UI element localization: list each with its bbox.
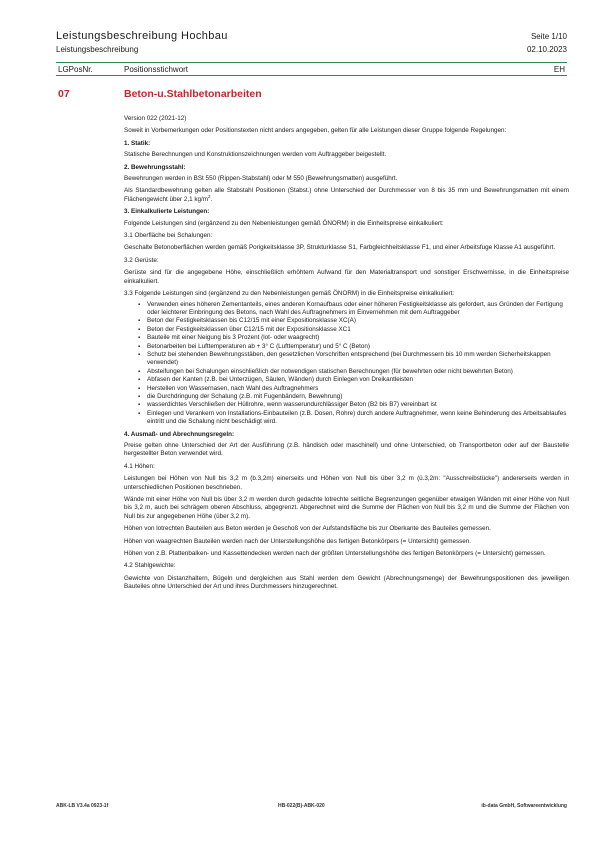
column-header-bar [56, 62, 567, 76]
section-number: 07 [58, 88, 70, 100]
footer-right: ib-data GmbH, Softwareentwicklung [481, 803, 567, 809]
paragraph-hoehen-a: Leistungen bei Höhen von Null bis 3,2 m (b.3,2m) einerseits und Höhen von Null bis über 3,2 m (ü.3,2m: "Ausschreibstücke") andererseits werden in unterschiedlichen Positionen beschrieben. [124, 475, 569, 491]
heading-hoehen: 4.1 Höhen: [124, 462, 155, 470]
paragraph-stahlgewichte: Gewichte von Distanzhaltern, Bügeln und dergleichen aus Stahl werden dem Gewicht (Abrechnungsmenge) der Bewehrungspositionen des jeweiligen Bauteiles ohne Unterschied der Art und ihres Durchmessers hinzugerechnet. [124, 574, 569, 591]
heading-stahlgewichte: 4.2 Stahlgewichte: [124, 562, 176, 570]
paragraph-statik: Statische Berechnungen und Konstruktionszeichnungen werden vom Auftraggeber beigestellt. [124, 151, 387, 159]
list-item: ▪ Betonarbeiten bei Lufttemperaturen ab + 3° C (Lufttemperatur) und 5° C (Beton) [138, 343, 569, 351]
bewehrung-b-text: Als Standardbewehrung gelten alle Stabstahl Positionen (Stabst.) ohne Unterschied der Durchmesser von 8 bis 35 mm und Bewehrungsmatten mit einem Flächengewicht über 2,1 kg/m [124, 187, 569, 203]
version-line: Version 022 (2021-12) [124, 115, 187, 122]
content [124, 115, 569, 596]
intro-paragraph: Soweit in Vorbemerkungen oder Positionstexten nicht anders angegeben, gelten für alle Leistungen dieser Gruppe folgende Regelungen: [124, 127, 507, 135]
column-lgpos: LGPosNr. [58, 65, 93, 74]
page-number: Seite 1/10 [530, 32, 567, 41]
heading-einkalkulierte-leistungen: 3. Einkalkulierte Leistungen: [124, 208, 210, 216]
bullet-list [138, 301, 569, 427]
column-text: Positionsstichwort [124, 65, 189, 74]
bewehrung-b-sup: 2 [208, 193, 211, 199]
paragraph-hoehen-c: Höhen von lotrechten Bauteilen aus Beton werden je Geschoß von der Aufstandsfläche bis zur Oberkante des Bauteiles gemessen. [124, 525, 491, 533]
footer-left: ABK-LB V3.4a 0923-1f [56, 803, 109, 809]
footer-center: HB-022(B)-ABK-020 [278, 803, 325, 809]
list-item: ▪ Einlegen und Verankern von Installations-Einbauteilen (z.B. Dosen, Rohre) durch andere Auftragnehmer, wenn keine Behinderung des Arbeitsablaufes eintritt und die Schalung nicht beschädigt wird. [138, 410, 569, 427]
heading-gerueste: 3.2 Gerüste: [124, 256, 159, 264]
list-item: ▪ Bauteile mit einer Neigung bis 3 Prozent (lot- oder waagrecht) [138, 334, 569, 342]
paragraph-hoehen-e: Höhen von z.B. Plattenbalken- und Kassettendecken werden nach der größten Unterstellungshöhe des fertigen Betonkörpers (= Untersicht) gemessen. [124, 550, 546, 558]
paragraph-einkalkuliert: Folgende Leistungen sind (ergänzend zu den Nebenleistungen gemäß ÖNORM) in die Einheitspreise einkalkuliert: [124, 219, 444, 227]
header-date: 02.10.2023 [526, 45, 567, 54]
list-item: ▪ Verwenden eines höheren Zementanteils, eines anderen Kornaufbaus oder einer höheren Festigkeitsklasse als gefordert, aus Gründen der Fertigung oder leichterer Einbringung des Betons, nach Wahl des Auftragnehmers im Einvernehmen mit dem Auftraggeber [138, 301, 569, 318]
paragraph-folgende-leistungen: 3.3 Folgende Leistungen sind (ergänzend zu den Nebenleistungen gemäß ÖNORM) in die Einheitspreise einkalkuliert: [124, 290, 455, 298]
list-item: ▪ Abfasen der Kanten (z.B. bei Unterzügen, Säulen, Wänden) durch Einlegen von Dreikantleisten [138, 376, 569, 384]
paragraph-hoehen-b: Wände mit einer Höhe von Null bis über 3,2 m werden durch gedachte lotrechte seitliche Begrenzungen gegenüber etwaigen Wänden mit einer Höhe von Null bis 3,2 m, auch bei schrägem oberen Abschluss, abgegrenzt. Abgerechnet wird die Summe der Flächen von Null bis 3,2 m und die Summe der Flächen von Null bis zur angegebenen Höhe (über 3,2 m). [124, 496, 569, 520]
section-title: Beton-u.Stahlbetonarbeiten [124, 88, 262, 100]
heading-statik: 1. Statik: [124, 139, 151, 147]
list-item: ▪ Beton der Festigkeitsklassen über C12/15 mit der Expositionsklasse XC1 [138, 326, 569, 334]
list-item: ▪ Herstellen von Wassernasen, nach Wahl des Auftragnehmers [138, 385, 569, 393]
paragraph-gerueste: Gerüste sind für die angegebene Höhe, einschließlich erhöhtem Aufwand für den Materialtransport und sonstiger Erschwernisse, in die Einheitspreise einkalkuliert. [124, 269, 569, 285]
column-unit: EH [553, 65, 565, 74]
header-subtitle: Leistungsbeschreibung [56, 45, 139, 54]
list-item: ▪ Beton der Festigkeitsklassen bis C12/15 mit einer Expositionsklasse XC(A) [138, 317, 569, 325]
paragraph-bewehrung-a: Bewehrungen werden in BSt 550 (Rippen-Stabstahl) oder M 550 (Bewehrungsmatten) ausgeführt. [124, 175, 398, 183]
heading-bewehrungsstahl: 2. Bewehrungsstahl: [124, 163, 186, 171]
paragraph-oberflaeche: Geschalte Betonoberflächen werden gemäß Porigkeitsklasse 3P, Strukturklasse S1, Farbgleichheitsklasse F1, und einer Arbeitsfuge Klasse A1 ausgeführt. [124, 244, 556, 252]
list-item: ▪ Absteifungen bei Schalungen einschließlich der notwendigen statischen Berechnungen (für bewehrten oder nicht bewehrten Beton) [138, 368, 569, 376]
paragraph-bewehrung-b [124, 187, 569, 204]
list-item: ▪ wasserdichtes Verschließen der Hüllrohre, wenn wasserundurchlässiger Beton (B2 bis B7) vereinbart ist [138, 401, 569, 409]
heading-ausmass-abrechnung: 4. Ausmaß- und Abrechnungsregeln: [124, 430, 235, 438]
paragraph-ausmass: Preise gelten ohne Unterschied der Art der Ausführung (z.B. händisch oder maschinell) und ohne Unterschied, ob Transportbeton oder auf der Baustelle hergestellter Beton verwendet wird. [124, 442, 569, 458]
list-item: ▪ die Durchdringung der Schalung (z.B. mit Fugenbändern, Bewehrung) [138, 393, 569, 401]
bewehrung-b-end: . [210, 195, 213, 203]
list-item: ▪ Schutz bei stehenden Bewehrungsstäben, den gesetzlichen Vorschriften entsprechend (bei Durchmessern bis 10 mm werden Sicherheitskappen verwendet) [138, 351, 569, 368]
header-title: Leistungsbeschreibung Hochbau [56, 30, 228, 42]
heading-oberflaeche: 3.1 Oberfläche bei Schalungen: [124, 232, 213, 240]
paragraph-hoehen-d: Höhen von waagrechten Bauteilen werden nach der Unterstellungshöhe des fertigen Betonkörpers (= Untersicht) gemessen. [124, 537, 472, 545]
